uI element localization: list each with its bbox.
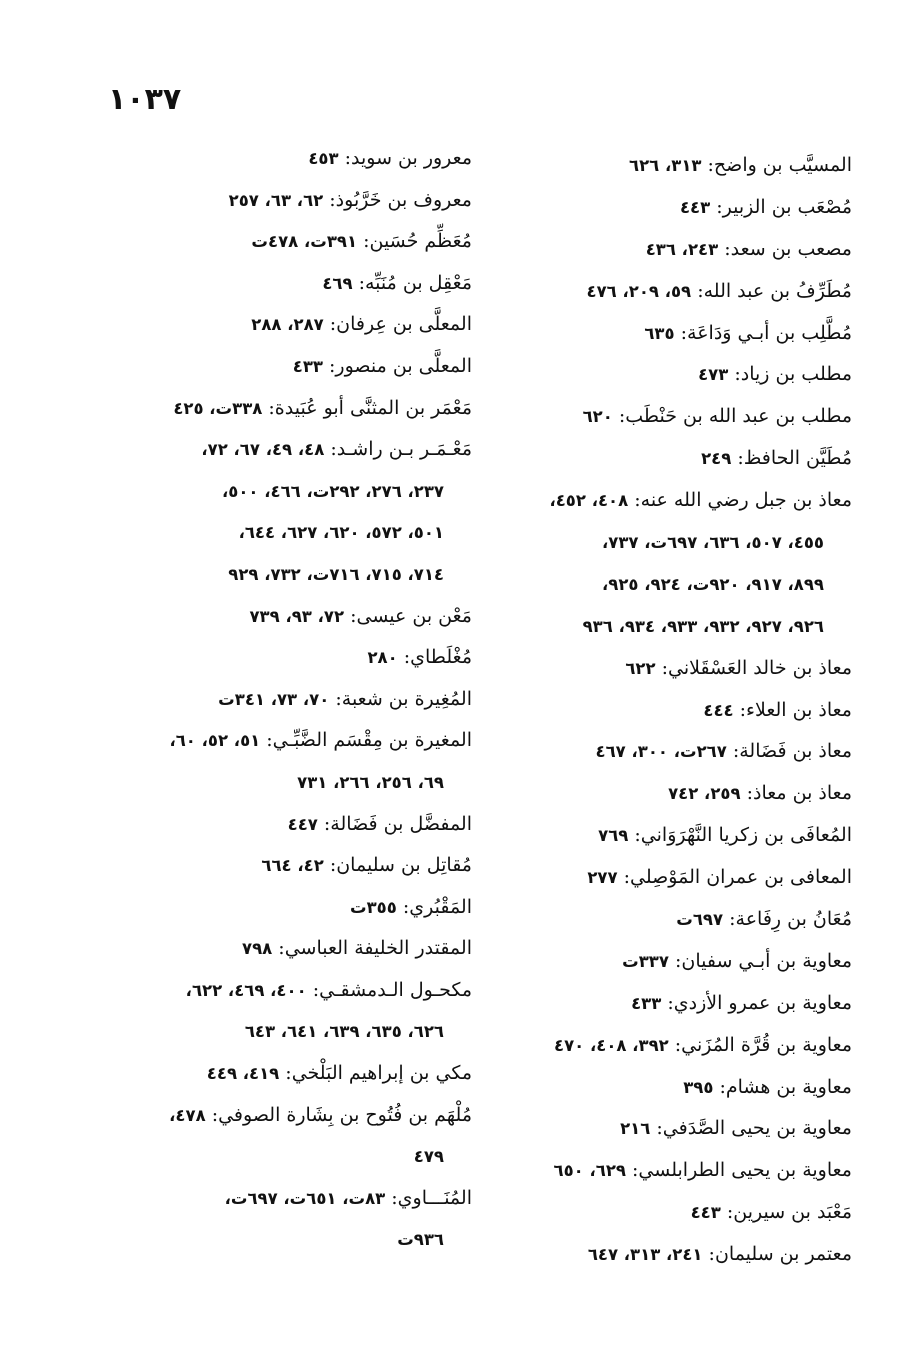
entry-name: المعلَّى بن منصور: [329,354,472,377]
index-entry-continuation [117,554,472,596]
entry-page-refs: ٢٥٩، ٧٤٢ [668,784,741,804]
index-entry [502,899,852,941]
entry-page-refs: ٤٣٣ [292,356,323,376]
entry-page-refs: ٤٥٣ [308,149,339,168]
entry-page-refs: ٦٢٩، ٦٥٠ [553,1161,626,1181]
entry-name: مُعَظِّم حُسَين: [363,230,472,253]
entry-name: مُعَانُ بن رِفَاعة: [729,908,852,931]
index-column-left [117,138,472,1261]
index-entry [117,720,472,762]
entry-page-refs: ٦٩، ٢٥٦، ٢٦٦، ٧٣١ [297,772,444,792]
entry-name: مَعْمَر بن المثنَّى أبو عُبَيدة: [268,396,472,419]
entry-page-refs: ٤٠٨، ٤٥٢، [549,491,629,511]
entry-page-refs: ٤٤٣ [679,197,711,217]
entry-name: مُصْعَب بن الزبير: [716,195,852,218]
entry-name: مُطَرِّفُ بن عبد الله: [697,279,852,302]
entry-page-refs: ٣٣٨ت، ٤٢٥ [173,398,263,418]
index-entry-continuation [117,1136,472,1178]
index-entry [502,187,852,229]
index-entry [117,221,472,263]
index-entry [117,887,472,929]
index-entry [117,1095,472,1137]
entry-page-refs: ٤١٩، ٤٤٩ [206,1064,280,1084]
entry-name: معرور بن سويد: [344,147,472,169]
entry-page-refs: ٤٤٣ [690,1203,721,1223]
index-entry [117,388,472,430]
entry-page-refs: ٤٣٣ [631,993,662,1013]
entry-page-refs: ٨٩٩، ٩١٧، ٩٢٠ت، ٩٢٤، ٩٢٥، [601,574,824,594]
entry-page-refs: ٤٧٩ [413,1147,444,1167]
index-entry [502,941,852,983]
index-entry [117,304,472,346]
index-entry [117,429,472,471]
entry-page-refs: ٥٠١، ٥٧٢، ٦٢٠، ٦٢٧، ٦٤٤، [238,523,444,543]
index-entry [117,928,472,970]
entry-page-refs: ٥٩، ٢٠٩، ٤٧٦ [586,281,692,301]
entry-name: مَعْقِل بن مُنَبِّه: [358,271,472,294]
entry-name: معاوية بن يحيى الطرابلسي: [632,1159,852,1182]
index-entry [502,396,852,438]
entry-page-refs: ٤٢، ٦٦٤ [261,856,324,876]
entry-page-refs: ٤٠٠، ٤٦٩، ٦٢٢، [185,980,307,1000]
entry-page-refs: ٦٣٥ [644,323,675,343]
entry-page-refs: ٩٢٦، ٩٢٧، ٩٣٢، ٩٣٣، ٩٣٤، ٩٣٦ [582,616,824,636]
entry-page-refs: ٤٧٨، [169,1105,206,1125]
entry-page-refs: ٦٢، ٦٣، ٢٥٧ [228,190,324,210]
entry-page-refs: ٩٣٦ت [397,1230,444,1250]
entry-name: المسيَّب بن واضح: [707,154,852,176]
index-entry [502,1025,852,1067]
index-entry-continuation [502,564,852,606]
entry-page-refs: ٢٤١، ٣١٣، ٦٤٧ [587,1245,703,1265]
entry-name: معاوية بن أبـي سفيان: [674,949,852,972]
entry-name: معاذ بن فَضَالة: [732,740,852,763]
index-entry-continuation [117,512,472,554]
entry-page-refs: ٢٨٧، ٢٨٨ [251,315,324,335]
index-entry [117,263,472,305]
entry-page-refs: ٢٨٠ [367,648,398,668]
page-number: ١٠٣٧ [108,82,182,117]
entry-name: معتمر بن سليمان: [708,1243,852,1266]
entry-page-refs: ٢٦٧ت، ٣٠٠، ٤٦٧ [595,742,727,762]
entry-page-refs: ٤٥٥، ٥٠٧، ٦٣٦، ٦٩٧ت، ٧٣٧، [601,533,824,553]
entry-name: معاذ بن العلاء: [739,698,852,721]
index-entry [502,648,852,690]
index-entry-continuation [502,606,852,648]
entry-name: معاذ بن خالد العَسْقَلاني: [661,656,852,679]
index-entry [117,1178,472,1220]
index-entry [502,1150,852,1192]
entry-page-refs: ٦٩٧ت [676,910,724,930]
entry-name: مَعْبَد بن سيرين: [726,1201,852,1224]
entry-page-refs: ٣٣٧ت [622,951,669,971]
entry-page-refs: ٧٢، ٩٣، ٧٣٩ [249,606,345,626]
entry-name: مُطَيَّن الحافظ: [737,447,852,470]
index-entry [117,346,472,388]
entry-page-refs: ٧٠، ٧٣، ٣٤١ت [218,689,330,709]
entry-name: مُلْهَم بن فُتُوح بن بِشَارة الصوفي: [211,1103,472,1126]
entry-name: المغيرة بن مِقْسَم الضَّبِّـي: [266,729,472,752]
entry-name: معروف بن خَرَّبُوذ: [329,188,472,211]
index-entry [502,229,852,271]
entry-name: المفضَّل بن فَضَالة: [323,812,472,835]
entry-name: المُغِيرة بن شعبة: [335,687,472,710]
index-entry [502,857,852,899]
entry-name: معاوية بن قُرَّة المُزَني: [674,1033,852,1056]
entry-page-refs: ٣١٣، ٦٢٦ [629,156,702,175]
index-entry [502,354,852,396]
index-entry [502,1234,852,1276]
entry-page-refs: ٢١٦ [620,1119,651,1139]
entry-page-refs: ٤٧٣ [698,365,729,385]
index-entry [502,815,852,857]
entry-name: مطلب بن زياد: [734,363,852,386]
index-entry [502,271,852,313]
entry-page-refs: ٢٤٩ [701,449,732,469]
entry-page-refs: ٧١٤، ٧١٥، ٧١٦ت، ٧٣٢، ٩٢٩ [228,564,444,584]
entry-name: معاوية بن هشام: [719,1075,852,1098]
entry-name: مَعْن بن عيسى: [350,604,472,627]
index-entry [117,1053,472,1095]
index-entry [117,596,472,638]
entry-name: معاوية بن يحيى الصَّدَفي: [656,1117,852,1140]
entry-name: معاذ بن معاذ: [746,782,852,805]
index-entry [502,1067,852,1109]
entry-page-refs: ٤٦٩ [322,273,353,293]
entry-name: المعافى بن عمران المَوْصِلي: [623,866,852,889]
index-entry [117,637,472,679]
index-entry [502,1108,852,1150]
entry-name: المقتدر الخليفة العباسي: [278,937,472,960]
index-column-right [502,145,852,1276]
index-entry [502,690,852,732]
entry-name: مكحـول الـدمشقـي: [312,978,472,1001]
entry-name: المَقْبُري: [402,895,472,918]
entry-page-refs: ٢٤٣، ٤٣٦ [645,239,719,259]
entry-page-refs: ٧٦٩ [598,826,629,846]
index-entry [117,180,472,222]
index-entry [117,679,472,721]
index-entry [502,1192,852,1234]
entry-page-refs: ٥١، ٥٢، ٦٠، [169,731,261,751]
entry-page-refs: ٤٨، ٤٩، ٦٧، ٧٢، [201,440,325,460]
entry-page-refs: ٢٣٧، ٢٧٦، ٢٩٢ت، ٤٦٦، ٥٠٠، [221,481,444,501]
index-entry [502,983,852,1025]
index-entry [117,970,472,1012]
index-entry-continuation [117,1219,472,1261]
index-entry [117,138,472,180]
index-entry-continuation [117,471,472,513]
entry-name: مُقاتِل بن سليمان: [329,854,472,877]
index-entry [502,773,852,815]
index-entry-continuation [117,1011,472,1053]
entry-page-refs: ٧٩٨ [242,939,273,959]
entry-page-refs: ٣٩١ت، ٤٧٨ت [251,232,358,252]
entry-name: مَعْـمَـر بـن راشـد: [330,438,472,461]
entry-page-refs: ٣٥٥ت [349,897,397,917]
entry-page-refs: ٦٢٢ [625,658,656,678]
entry-page-refs: ٣٩٢، ٤٠٨، ٤٧٠ [554,1035,669,1055]
entry-name: مُطَّلِب بن أبـي وَدَاعَة: [680,321,852,344]
index-entry [117,804,472,846]
entry-page-refs: ٤٤٧ [287,814,318,834]
entry-name: مُغْلَطاي: [403,646,472,669]
entry-page-refs: ٦٢٠ [582,407,613,427]
entry-name: مصعب بن سعد: [724,237,852,260]
index-entry [502,313,852,355]
index-entry-continuation [502,522,852,564]
index-entry [502,731,852,773]
index-entry [502,145,852,187]
entry-name: مكي بن إبراهيم البَلْخي: [285,1062,472,1085]
entry-page-refs: ٤٤٤ [703,700,734,720]
entry-name: معاوية بن عمرو الأزدي: [667,991,852,1014]
entry-name: المُنَـــاوي: [391,1186,472,1209]
entry-page-refs: ٣٩٥ [683,1077,714,1097]
entry-name: مطلب بن عبد الله بن حَنْطَب: [618,405,852,428]
index-entry-continuation [117,762,472,804]
index-entry [502,438,852,480]
entry-page-refs: ٦٢٦، ٦٣٥، ٦٣٩، ٦٤١، ٦٤٣ [244,1022,444,1042]
entry-page-refs: ٨٣ت، ٦٥١ت، ٦٩٧ت، [224,1188,386,1208]
entry-name: المعلَّى بن عِرفان: [329,313,472,336]
entry-name: المُعافَى بن زكريا النَّهْرَوَاني: [634,824,852,847]
index-entry [117,845,472,887]
entry-page-refs: ٢٧٧ [587,868,618,888]
entry-name: معاذ بن جبل رضي الله عنه: [634,489,852,512]
index-entry [502,480,852,522]
